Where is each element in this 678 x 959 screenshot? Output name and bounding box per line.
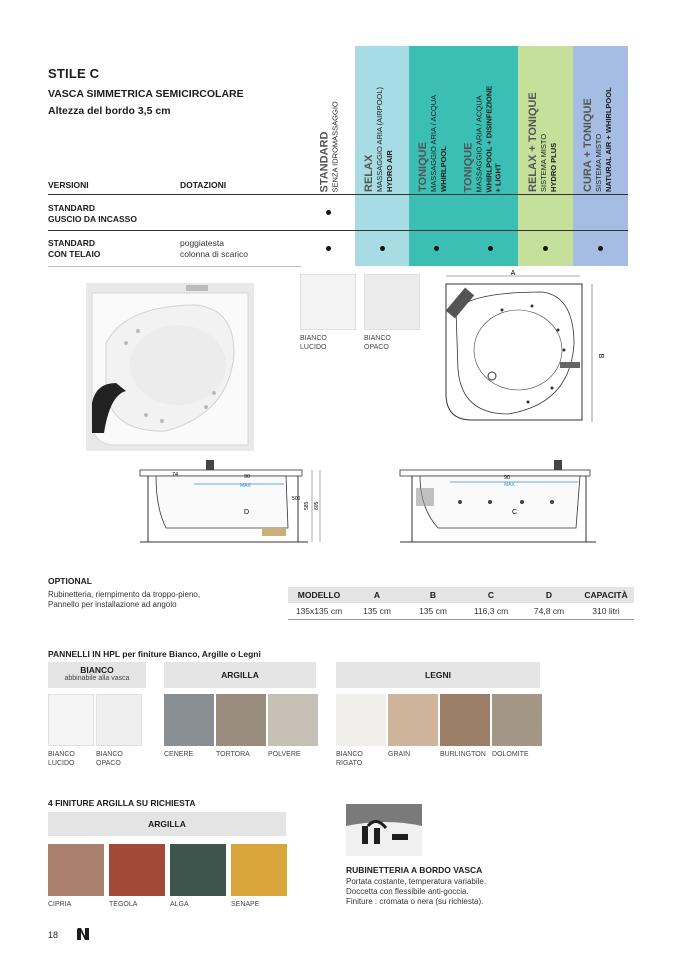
spec-value: 74,8 cm	[520, 603, 578, 619]
finish-swatch	[364, 274, 420, 330]
finish-label: BIANCO LUCIDO	[48, 751, 75, 767]
column-name: RELAX	[363, 154, 375, 192]
rim-height: Altezza del bordo 3,5 cm	[48, 105, 171, 117]
row-version-2: STANDARD CON TELAIO	[48, 238, 101, 259]
column-tonique-light	[463, 46, 518, 266]
finish-swatch	[96, 694, 142, 746]
column-description: SENZA IDROMASSAGGIO	[330, 100, 340, 192]
finish-swatch	[48, 694, 94, 746]
availability-dot	[326, 210, 331, 215]
bathtub-photo	[86, 283, 254, 451]
availability-dot	[488, 246, 493, 251]
column-system: HYDRO AIR	[384, 150, 394, 192]
table-divider	[48, 266, 301, 267]
faucet-description: Portata costante, temperatura variabile. Doccetta con flessibile anti-goccia. Finiture : cromata o nera (su richiesta).	[346, 877, 487, 906]
spec-table	[288, 587, 634, 620]
spec-value: 135 cm	[404, 603, 462, 619]
finish-swatch	[388, 694, 438, 746]
max-label-side: MAX	[504, 482, 515, 488]
availability-dot	[598, 246, 603, 251]
faucet-photo	[346, 804, 422, 856]
column-name: STANDARD	[318, 131, 331, 192]
max-label: MAX	[240, 483, 251, 489]
section-drawing-front	[136, 458, 326, 550]
finish-label: GRAIN	[388, 751, 411, 758]
equipment-header: DOTAZIONI	[180, 180, 227, 190]
brand-logo-icon	[76, 928, 90, 940]
finish-label: TEGOLA	[109, 901, 138, 908]
spec-header: B	[404, 587, 462, 603]
finish-swatch	[170, 844, 226, 896]
availability-dot	[543, 246, 548, 251]
availability-dot	[434, 246, 439, 251]
column-label	[363, 87, 394, 192]
column-cura-tonique	[573, 46, 628, 266]
finish-swatch	[492, 694, 542, 746]
column-description: MASSAGGIO ARIA (AIRPOOL)	[375, 86, 384, 192]
column-name: TONIQUE	[462, 142, 474, 192]
column-label	[319, 101, 341, 192]
column-name: CURA + TONIQUE	[581, 98, 594, 192]
finish-label: SENAPE	[231, 901, 260, 908]
dim-605: 605	[314, 501, 320, 510]
dim-d-label: D	[244, 509, 250, 516]
column-system: WHIRLPOOL + DISINFEZIONE	[483, 85, 493, 192]
column-relax-tonique	[518, 46, 573, 266]
column-label	[417, 95, 448, 192]
finish-label: BURLINGTON	[440, 751, 486, 758]
spec-value: 116,3 cm	[462, 603, 520, 619]
dim-74: 74	[172, 472, 179, 478]
finish-label: BIANCO LUCIDO	[300, 335, 327, 351]
column-system: WHIRLPOOL	[438, 146, 448, 192]
argilla-request-heading: 4 FINITURE ARGILLA SU RICHIESTA	[48, 798, 196, 808]
column-name: TONIQUE	[417, 142, 429, 192]
column-label	[527, 92, 558, 192]
finish-label: CENERE	[164, 751, 194, 758]
dim-c-label: C	[512, 509, 518, 516]
product-subtitle: VASCA SIMMETRICA SEMICIRCOLARE	[48, 88, 244, 100]
finish-label: BIANCO RIGATO	[336, 751, 363, 767]
spec-header: C	[462, 587, 520, 603]
row-equipment-2: poggiatesta colonna di scarico	[180, 238, 249, 259]
top-view-drawing	[432, 270, 604, 432]
column-name: RELAX + TONIQUE	[526, 92, 539, 192]
section-drawing-side	[390, 458, 604, 550]
finish-label: DOLOMITE	[492, 751, 529, 758]
finish-swatch	[216, 694, 266, 746]
column-system: NATURAL AIR + WHIRLPOOL	[603, 87, 612, 192]
column-label	[582, 87, 613, 192]
column-description: SISTEMA MISTO	[538, 133, 548, 192]
finish-swatch	[231, 844, 287, 896]
column-system: HYDRO PLUS	[548, 142, 557, 192]
dim-a-label: A	[510, 270, 516, 277]
argilla-request-bar: ARGILLA	[48, 812, 286, 836]
row-version-1: STANDARD GUSCIO DA INCASSO	[48, 203, 137, 224]
finish-swatch	[164, 694, 214, 746]
finish-swatch	[268, 694, 318, 746]
spec-value: 310 litri	[578, 603, 634, 619]
column-tonique-whirlpool	[409, 46, 463, 266]
column-description: SISTEMA MISTO	[593, 133, 603, 192]
column-description: MASSAGGIO ARIA / ACQUA	[429, 94, 438, 192]
bianco-bar: BIANCO abbinabile alla vasca	[48, 662, 146, 688]
availability-dot	[326, 246, 331, 251]
panels-heading: PANNELLI IN HPL per finiture Bianco, Argille o Legni	[48, 649, 261, 659]
finish-swatch	[336, 694, 386, 746]
column-label	[462, 85, 503, 192]
optional-heading: OPTIONAL	[48, 576, 92, 586]
dim-585: 585	[304, 501, 310, 510]
versions-header: VERSIONI	[48, 180, 89, 190]
finish-swatch	[300, 274, 356, 330]
finish-label: CIPRIA	[48, 901, 72, 908]
column-relax	[355, 46, 409, 266]
finish-swatch	[440, 694, 490, 746]
faucet-title: RUBINETTERIA A BORDO VASCA	[346, 865, 483, 875]
page-number: 18	[48, 930, 59, 940]
dim-b-label: B	[597, 353, 604, 359]
dim-90-side: 90	[504, 475, 511, 481]
argilla-bar: ARGILLA	[164, 662, 316, 688]
spec-header: MODELLO	[288, 587, 350, 603]
page-title: STILE C	[48, 66, 100, 81]
finish-swatch	[109, 844, 165, 896]
spec-value: 135x135 cm	[288, 603, 350, 619]
spec-header: CAPACITÀ	[578, 587, 634, 603]
table-divider	[48, 230, 628, 231]
column-standard	[301, 46, 355, 266]
finish-label: BIANCO OPACO	[364, 335, 391, 351]
column-system-extra: + LIGHT	[493, 163, 502, 192]
availability-dot	[380, 246, 385, 251]
table-divider	[48, 194, 628, 195]
column-description: MASSAGGIO ARIA / ACQUA	[474, 94, 483, 192]
finish-label: POLVERE	[268, 751, 301, 758]
finish-label: BIANCO OPACO	[96, 751, 123, 767]
finish-label: TORTORA	[216, 751, 250, 758]
dim-90: 90	[244, 474, 251, 480]
finish-label: ALGA	[170, 901, 189, 908]
dim-500: 500	[292, 496, 301, 502]
optional-text: Rubinetteria, riempimento da troppo-pieno, Pannello per installazione ad angolo	[48, 590, 201, 609]
finish-swatch	[48, 844, 104, 896]
legni-bar: LEGNI	[336, 662, 540, 688]
spec-header: D	[520, 587, 578, 603]
spec-header: A	[350, 587, 404, 603]
spec-value: 135 cm	[350, 603, 404, 619]
